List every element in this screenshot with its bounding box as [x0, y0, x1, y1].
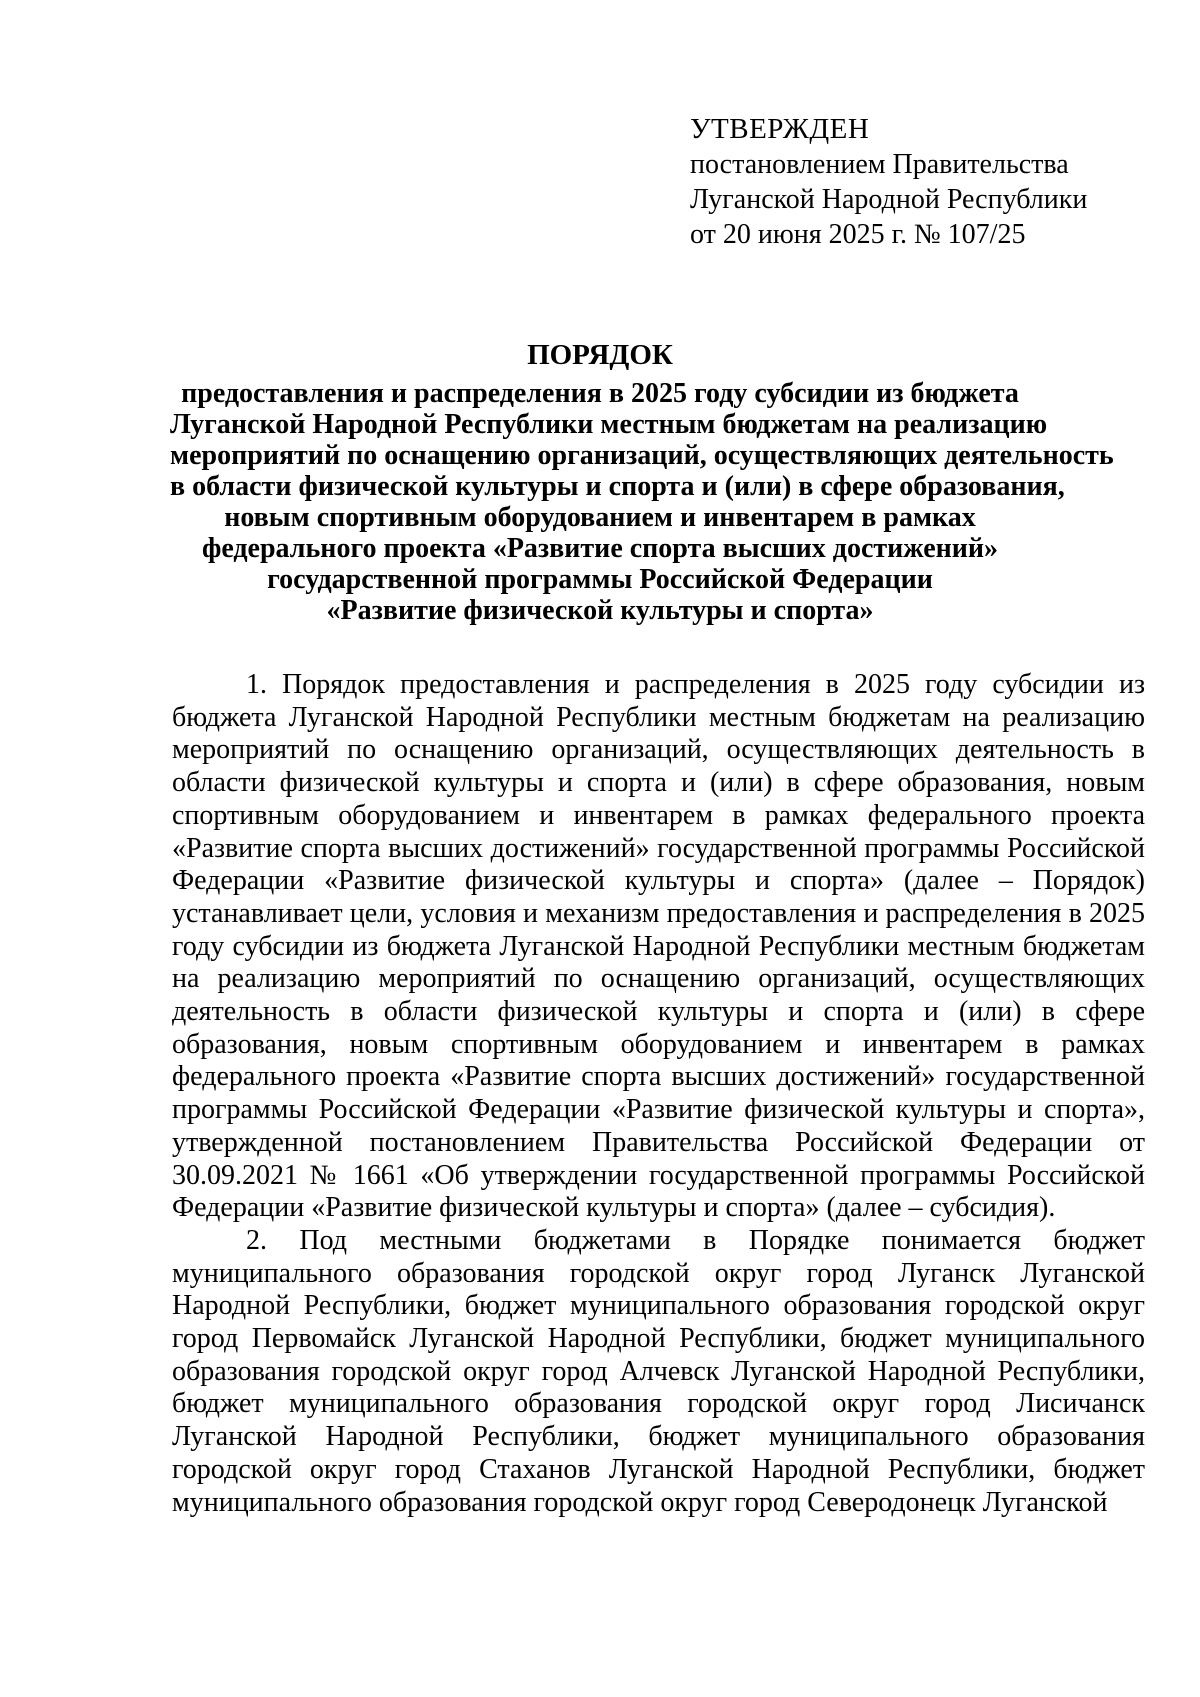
- approval-line-2: Луганской Народной Республики: [690, 184, 1088, 215]
- title-line: мероприятий по оснащению организаций, осуществляющих деятельность: [170, 440, 1114, 471]
- title-line: «Развитие физической культуры и спорта»: [326, 595, 874, 626]
- paragraph-1: 1. Порядок предоставления и распределения в 2025 году субсидии из бюджета Луганской Народной Республики местным бюджетам на реализацию мероприятий по оснащению организаций, осуществляющих деятельность в области физической культуры и спорта и (или) в сфере образования, новым спортивным оборудованием и инвентарем в рамках федерального проекта «Развитие спорта высших достижений» государственной программы Российской Федерации «Развитие физической культуры и спорта» (далее – Порядок) устанавливает цели, условия и механизм предоставления и распределения в 2025 году субсидии из бюджета Луганской Народной Республики местным бюджетам на реализацию мероприятий по оснащению организаций, осуществляющих деятельность в области физической культуры и спорта и (или) в сфере образования, новым спортивным оборудованием и инвентарем в рамках федерального проекта «Развитие спорта высших достижений» государственной программы Российской Федерации «Развитие физической культуры и спорта», утвержденной постановлением Правительства Российской Федерации от 30.09.2021 № 1661 «Об утверждении государственной программы Российской Федерации «Развитие физической культуры и спорта» (далее – субсидия).: [172, 669, 1145, 1224]
- title-line: федерального проекта «Развитие спорта высших достижений»: [201, 533, 999, 564]
- approval-heading: УТВЕРЖДЕН: [690, 113, 870, 145]
- approval-stamp-block: [690, 112, 1087, 252]
- title-line: в области физической культуры и спорта и (или) в сфере образования,: [170, 471, 1065, 502]
- title-line: Луганской Народной Республики местным бюджетам на реализацию: [170, 409, 1048, 440]
- title-line: государственной программы Российской Федерации: [267, 564, 933, 595]
- approval-line-1: постановлением Правительства: [690, 149, 1069, 180]
- approval-line-3: от 20 июня 2025 г. № 107/25: [690, 219, 1026, 250]
- title-line: новым спортивным оборудованием и инвентарем в рамках: [224, 502, 976, 533]
- document-title-block: [170, 339, 1114, 626]
- document-title: ПОРЯДОК: [527, 339, 673, 371]
- title-line: предоставления и распределения в 2025 году субсидии из бюджета: [181, 378, 1019, 409]
- paragraph-2: 2. Под местными бюджетами в Порядке понимается бюджет муниципального образования городской округ город Луганск Луганской Народной Республики, бюджет муниципального образования городской округ город Первомайск Луганской Народной Республики, бюджет муниципального образования городской округ город Алчевск Луганской Народной Республики, бюджет муниципального образования городской округ город Лисичанск Луганской Народной Республики, бюджет муниципального образования городской округ город Стаханов Луганской Народной Республики, бюджет муниципального образования городской округ город Северодонецк Луганской: [172, 1224, 1145, 1518]
- document-body: [172, 669, 1145, 1519]
